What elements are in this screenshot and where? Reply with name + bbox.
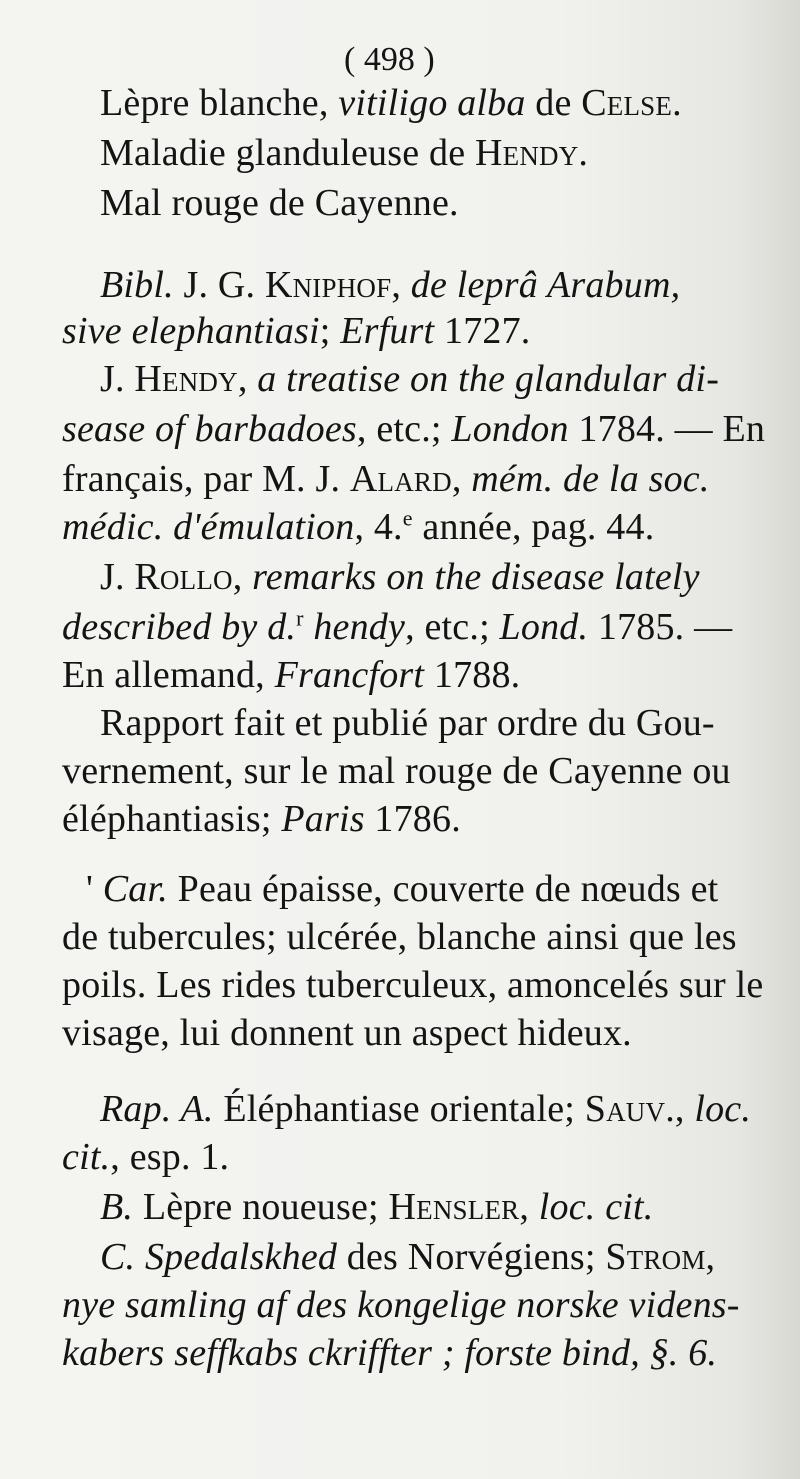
- bibliography-line-3: J. Hendy, a treatise on the glandular di-: [100, 358, 720, 400]
- bibliography-line-2: sive elephantiasi; Erfurt 1727.: [62, 310, 531, 352]
- bibliography-line-12: éléphantiasis; Paris 1786.: [62, 798, 461, 840]
- bibliography-line-8: described by d.$^r$ hendy, etc.; Lond. 1785. —: [62, 605, 733, 648]
- bibliography-line-6: médic. d'émulation, 4.$^e$ année, pag. 44.: [62, 505, 655, 548]
- text-line-1: Lèpre blanche, vitiligo alba de Celse.: [100, 82, 682, 124]
- bibliography-line-4: sease of barbadoes, etc.; London 1784. — En: [62, 408, 766, 450]
- species-b-line: B. Lèpre noueuse; Hensler, loc. cit.: [100, 1186, 654, 1228]
- species-a-line-2: cit., esp. 1.: [62, 1136, 230, 1178]
- description-line-4: visage, lui donnent un aspect hideux.: [62, 1012, 632, 1054]
- bibliography-line-7: J. Rollo, remarks on the disease lately: [100, 556, 700, 598]
- species-c-line-3: kabers seffkabs ckriffter ; forste bind, §. 6.: [62, 1332, 718, 1374]
- bibliography-line-1: Bibl. J. G. Kniphof, de leprâ Arabum,: [100, 264, 681, 306]
- species-c-line-1: C. Spedalskhed des Norvégiens; Strom,: [100, 1236, 716, 1278]
- page-number: ( 498 ): [344, 41, 435, 78]
- text-line-3: Mal rouge de Cayenne.: [100, 182, 459, 224]
- bibliography-line-11: vernement, sur le mal rouge de Cayenne ou: [62, 750, 731, 792]
- text-line-2: Maladie glanduleuse de Hendy.: [100, 132, 589, 174]
- description-line-3: poils. Les rides tuberculeux, amoncelés sur le: [62, 964, 764, 1006]
- species-a-line-1: Rap. A. Éléphantiase orientale; Sauv., loc.: [100, 1088, 752, 1130]
- bibliography-line-10: Rapport fait et publié par ordre du Gou-: [100, 702, 715, 744]
- bibliography-line-5: français, par M. J. Alard, mém. de la soc.: [62, 458, 710, 500]
- description-line-2: de tubercules; ulcérée, blanche ainsi que les: [62, 916, 737, 958]
- species-c-line-2: nye samling af des kongelige norske videns-: [62, 1284, 740, 1326]
- description-line-1: ' Car. Peau épaisse, couverte de nœuds et: [86, 868, 719, 910]
- bibliography-line-9: En allemand, Francfort 1788.: [62, 654, 521, 696]
